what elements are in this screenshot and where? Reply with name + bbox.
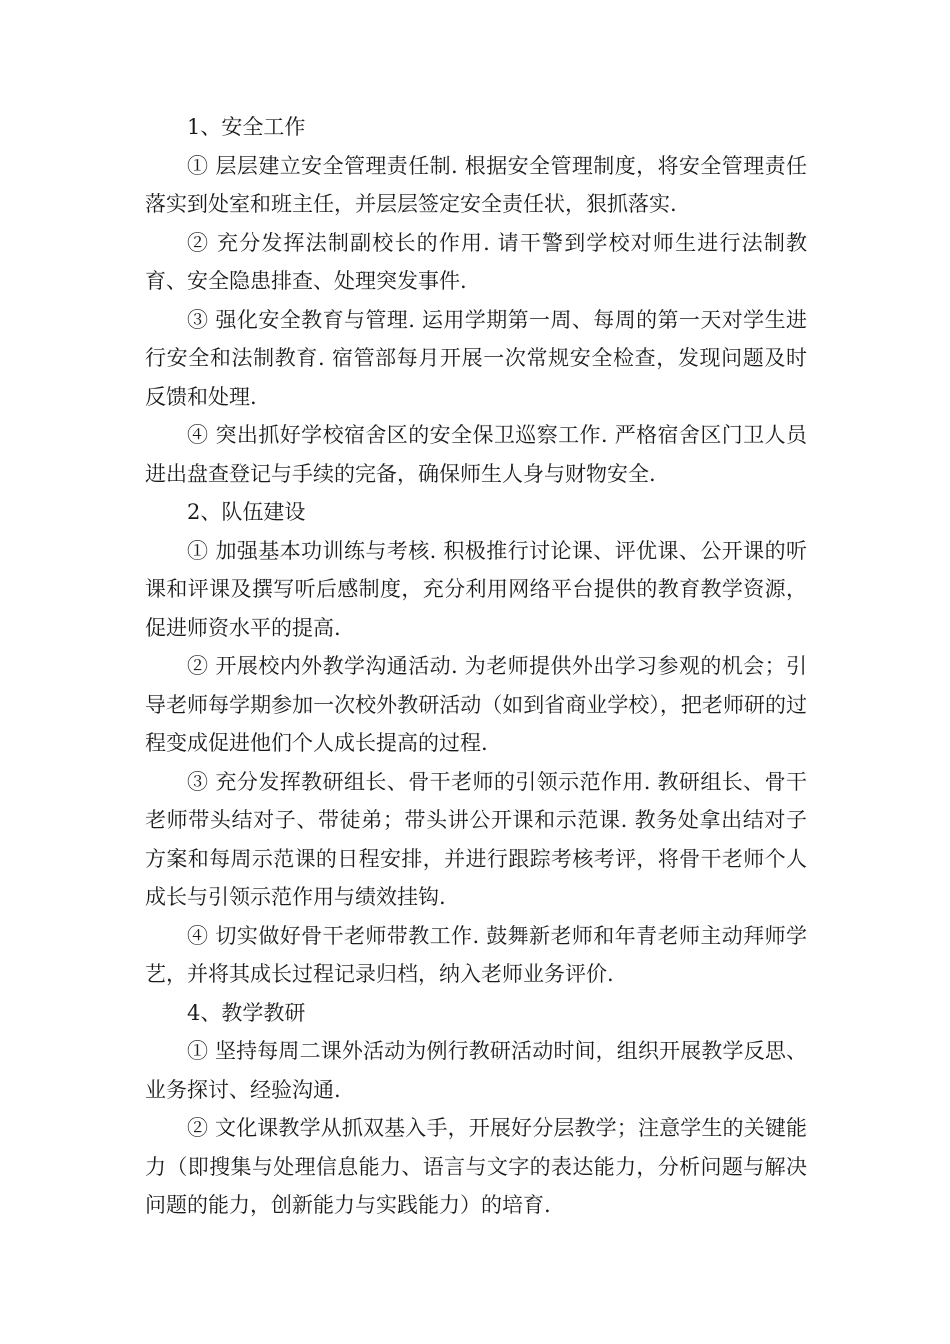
section-heading-teaching: 4、教学教研 [187, 1000, 306, 1025]
paragraph: ① 加强基本功训练与考核. 积极推行讨论课、评优课、公开课的听课和评课及撰写听后感制度，充分利用网络平台提供的教育教学资源，促进师资水平的提高. [145, 538, 807, 640]
section-heading-safety: 1、安全工作 [187, 115, 306, 139]
paragraph: ② 充分发挥法制副校长的作用. 请干警到学校对师生进行法制教育、安全隐患排查、处理突发事件. [145, 230, 807, 293]
paragraph: ① 层层建立安全管理责任制. 根据安全管理制度，将安全管理责任落实到处室和班主任，并层层签定安全责任状，狠抓落实. [145, 153, 807, 216]
paragraph: ③ 充分发挥教研组长、骨干老师的引领示范作用. 教研组长、骨干老师带头结对子、带徒弟；带头讲公开课和示范课. 教务处拿出结对子方案和每周示范课的日程安排，并进行跟踪考核考评，将骨干老师个人成长与引领示范作用与绩效挂钩. [145, 769, 807, 909]
document-body [145, 108, 807, 1225]
paragraph: ② 文化课教学从抓双基入手，开展好分层教学；注意学生的关键能力（即搜集与处理信息能力、语言与文字的表达能力，分析问题与解决问题的能力，创新能力与实践能力）的培育. [145, 1116, 807, 1217]
paragraph: ④ 切实做好骨干老师带教工作. 鼓舞新老师和年青老师主动拜师学艺，并将其成长过程记录归档，纳入老师业务评价. [145, 923, 807, 986]
paragraph: ④ 突出抓好学校宿舍区的安全保卫巡察工作. 严格宿舍区门卫人员进出盘查登记与手续的完备，确保师生人身与财物安全. [145, 423, 807, 486]
paragraph: ③ 强化安全教育与管理. 运用学期第一周、每周的第一天对学生进行安全和法制教育. 宿管部每月开展一次常规安全检查，发现问题及时反馈和处理. [145, 307, 807, 409]
paragraph: ② 开展校内外教学沟通活动. 为老师提供外出学习参观的机会；引导老师每学期参加一次校外教研活动（如到省商业学校），把老师研的过程变成促进他们个人成长提高的过程. [145, 654, 807, 755]
paragraph: ① 坚持每周二课外活动为例行教研活动时间，组织开展教学反思、业务探讨、经验沟通. [145, 1039, 807, 1102]
section-heading-team: 2、队伍建设 [187, 500, 306, 524]
